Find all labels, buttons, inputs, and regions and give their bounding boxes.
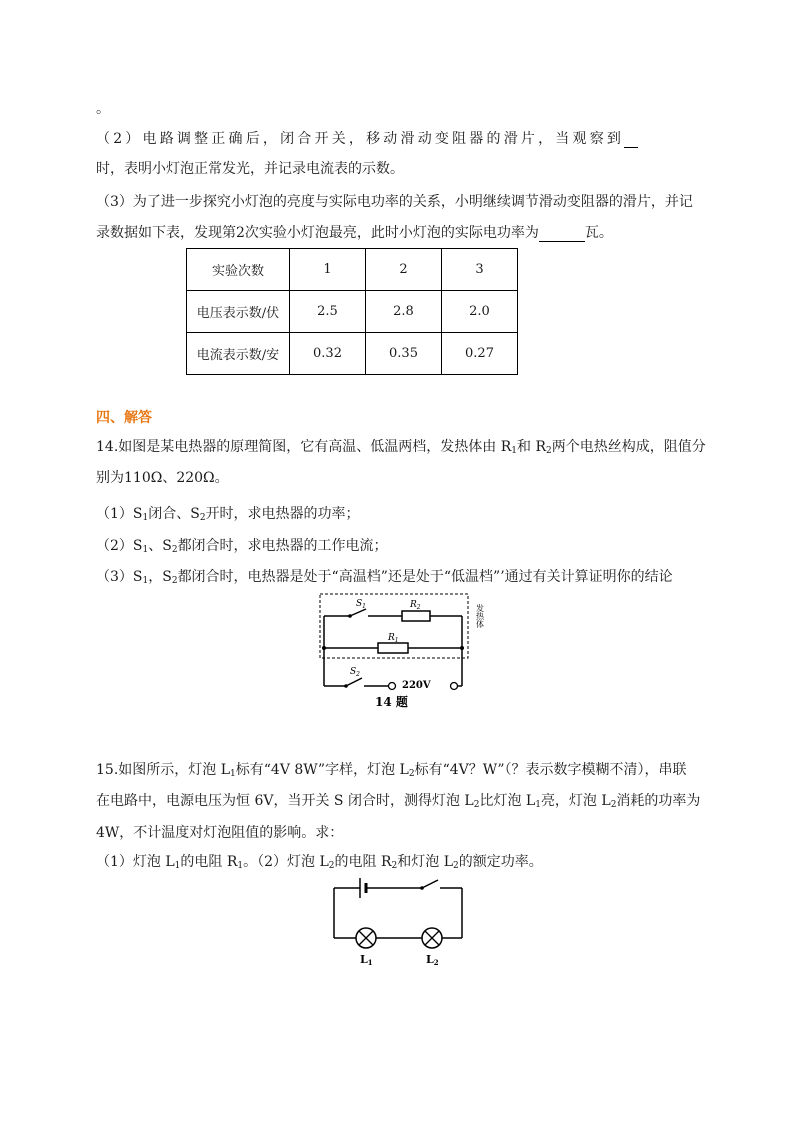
resistor-r1 xyxy=(378,643,408,653)
label-l2: L2 xyxy=(426,953,439,967)
terminal xyxy=(389,683,396,690)
table-cell: 3 xyxy=(442,249,518,291)
section-heading: 四、解答 xyxy=(96,410,152,426)
label-heating-body: 发热体 xyxy=(475,604,485,628)
table-cell: 2.0 xyxy=(442,291,518,333)
label-r2: $R_2$ xyxy=(410,600,421,611)
table-cell: 电流表示数/安 xyxy=(187,333,290,375)
q15-line4: （1）灯泡 $L_1$的电阻 $R_1$。（2）灯泡 $L_2$的电阻 $R_2$和灯泡 $L_2$的额定功率。 xyxy=(96,854,543,871)
answer-blank[interactable] xyxy=(624,133,638,148)
heater-circuit-diagram xyxy=(310,588,510,713)
q13-part2-line2: 时，表明小灯泡正常发光，并记录电流表的示数。 xyxy=(96,161,404,177)
switch-s1 xyxy=(350,609,366,616)
table-header-row xyxy=(187,249,518,291)
q15-line3: 4W，不计温度对灯泡阻值的影响。求： xyxy=(96,825,344,841)
series-lamp-circuit-diagram xyxy=(326,872,471,967)
table-cell: 1 xyxy=(290,249,366,291)
q14-line1: 14.如图是某电热器的原理简图，它有高温、低温两档，发热体由 $R_1$和 $R_2$两个电热丝构成，阻值分 xyxy=(96,439,706,456)
q14-part3: $(3)S_1$，$S_2$都闭合时，电热器是处于“高温档”还是处于“低温档”’通过有关计算证明你的结论 xyxy=(96,569,673,586)
answer-blank[interactable] xyxy=(539,227,585,242)
q14-part2: $(2)S_1$、$S_2$都闭合时，求电热器的工作电流； xyxy=(96,538,388,555)
figure-caption: 14 题 xyxy=(375,695,408,709)
terminal xyxy=(451,683,458,690)
table-cell: 2.8 xyxy=(366,291,442,333)
label-s1: $S_1$ xyxy=(356,599,366,610)
q15-line2: 在电路中，电源电压为恒 6V，当开关 S 闭合时，测得灯泡 $L_2$比灯泡 $L_1$亮，灯泡 $L_2$消耗的功率为 xyxy=(96,793,701,810)
table-cell: 0.32 xyxy=(290,333,366,375)
table-row xyxy=(187,291,518,333)
q15-line1: 15.如图所示，灯泡 $L_1$标有“4V 8W”字样，灯泡 $L_2$标有“4V？W”（？表示数字模糊不清），串联 xyxy=(96,762,687,779)
resistor-r2 xyxy=(402,611,430,621)
q13-part3-line2: 录数据如下表，发现第2次实验小灯泡最亮，此时小灯泡的实际电功率为 瓦。 xyxy=(96,225,613,241)
switch-s2 xyxy=(346,678,362,686)
q13-part2-line1: （2）电路调整正确后，闭合开关，移动滑动变阻器的滑片，当观察到 xyxy=(96,128,638,148)
table-cell: 2 xyxy=(366,249,442,291)
table-cell: 实验次数 xyxy=(187,249,290,291)
label-s2: $S_2$ xyxy=(350,667,360,678)
table-cell: 0.27 xyxy=(442,333,518,375)
label-r1: $R_1$ xyxy=(388,633,399,644)
q14-line2: 别为110Ω、220Ω。 xyxy=(96,470,229,486)
experiment-data-table xyxy=(186,248,518,375)
q13-top-punct: 。 xyxy=(96,101,110,117)
table-cell: 0.35 xyxy=(366,333,442,375)
table-cell: 电压表示数/伏 xyxy=(187,291,290,333)
table-row xyxy=(187,333,518,375)
label-l1: L1 xyxy=(360,953,373,967)
switch-s xyxy=(422,880,438,888)
table-cell: 2.5 xyxy=(290,291,366,333)
q13-part3-line1: （3）为了进一步探究小灯泡的亮度与实际电功率的关系，小明继续调节滑动变阻器的滑片，并记 xyxy=(96,194,693,210)
label-voltage: 220V xyxy=(402,680,431,691)
q14-part1: $(1)S_1$闭合、$S_2$开时，求电热器的功率； xyxy=(96,506,360,523)
